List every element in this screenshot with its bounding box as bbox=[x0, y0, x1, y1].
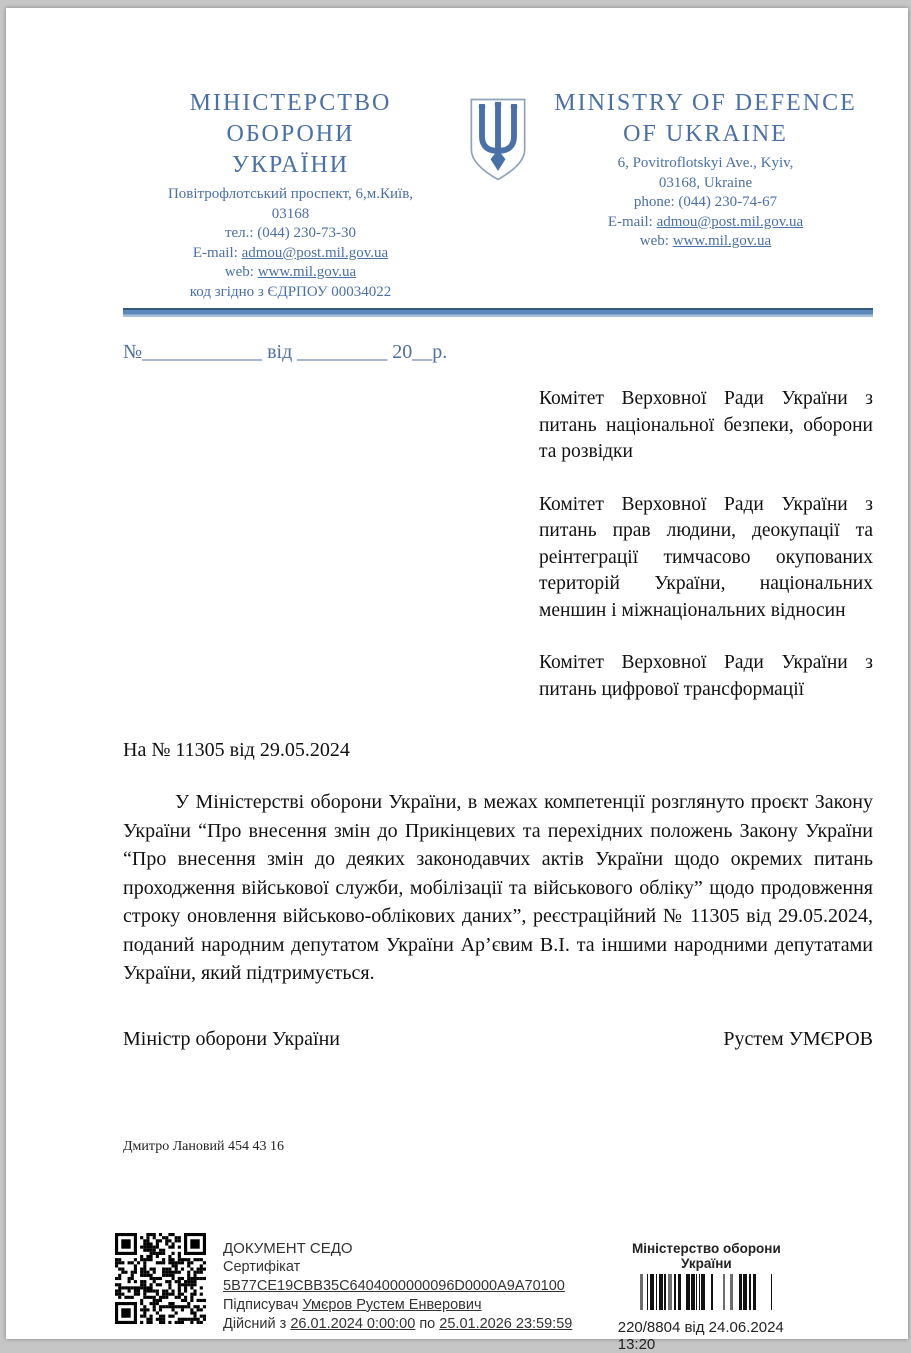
valid-from-value: 26.01.2024 0:00:00 bbox=[290, 1315, 416, 1332]
header-divider-rule bbox=[123, 308, 873, 317]
digital-signature-area bbox=[115, 1233, 873, 1353]
address-line: 6, Povitroflotskyi Ave., Kyiv, bbox=[617, 155, 794, 171]
signer-label: Підписувач bbox=[223, 1296, 303, 1313]
stamp-registration-number: 220/8804 від 24.06.2024 13:20 bbox=[617, 1318, 784, 1353]
web-link[interactable]: www.mil.gov.ua bbox=[672, 233, 772, 249]
letter-page bbox=[6, 8, 908, 1353]
web-line bbox=[538, 232, 873, 252]
recipient-committee-human-rights: Комітет Верховної Ради України з питань прав людини, деокупації та реінтеграції тимчасово окупованих територій України, національних меншин і міжнаціональних відносин bbox=[539, 493, 873, 621]
ministry-title-en-line2: OF UKRAINE bbox=[623, 121, 788, 147]
web-line bbox=[123, 263, 458, 283]
recipient-committee-digital: Комітет Верховної Ради України з питань цифрової трансформації bbox=[539, 652, 873, 700]
phone-line: тел.: (044) 230-73-30 bbox=[224, 225, 357, 241]
email-label: E-mail: bbox=[192, 244, 242, 261]
validity-label: Дійсний з bbox=[223, 1315, 291, 1332]
ministry-title-uk-line1: МІНІСТЕРСТВО ОБОРОНИ bbox=[189, 90, 392, 147]
signer-line bbox=[223, 1296, 618, 1315]
postal-code: 03168 bbox=[271, 205, 310, 222]
certificate-label: Сертифікат bbox=[223, 1258, 301, 1275]
certificate-line bbox=[223, 1258, 618, 1296]
email-link[interactable]: admou@post.mil.gov.ua bbox=[656, 213, 804, 230]
ministry-address-en bbox=[538, 154, 873, 252]
web-link[interactable]: www.mil.gov.ua bbox=[257, 264, 357, 280]
ministry-title-uk-line2: УКРАЇНИ bbox=[231, 152, 350, 178]
sedo-signature-block bbox=[223, 1233, 618, 1334]
phone-line: phone: (044) 230-74-67 bbox=[633, 194, 778, 210]
signature-row bbox=[123, 1028, 873, 1051]
email-line bbox=[123, 244, 458, 264]
postal-code: 03168, Ukraine bbox=[658, 174, 753, 191]
barcode bbox=[640, 1274, 772, 1310]
web-label: web: bbox=[224, 264, 258, 280]
ministry-address-uk bbox=[123, 185, 458, 302]
email-line bbox=[538, 213, 873, 233]
signer-title: Міністр оборони України bbox=[123, 1027, 341, 1050]
address-line: Повітрофлотський проспект, 6,м.Київ, bbox=[167, 186, 414, 202]
email-label: E-mail: bbox=[607, 213, 657, 230]
recipients-block bbox=[123, 386, 873, 703]
signer-value: Умєров Рустем Енверович bbox=[302, 1296, 482, 1313]
web-label: web: bbox=[639, 233, 673, 249]
ministry-title-en-line1: MINISTRY OF DEFENCE bbox=[554, 90, 857, 116]
executor-contact-line: Дмитро Лановий 454 43 16 bbox=[123, 1138, 284, 1154]
signer-name: Рустем УМЄРОВ bbox=[723, 1027, 873, 1050]
validity-line bbox=[223, 1315, 618, 1334]
recipient-committee-security: Комітет Верховної Ради України з питань національної безпеки, оборони та розвідки bbox=[539, 388, 873, 462]
validity-mid-label: по bbox=[415, 1315, 440, 1332]
certificate-value: 5B77CE19CBB35C6404000000096D0000A9A70100 bbox=[223, 1277, 565, 1294]
edrpou-line: код згідно з ЄДРПОУ 00034022 bbox=[189, 283, 392, 300]
coat-of-arms-trident-icon bbox=[466, 96, 530, 184]
letterhead bbox=[123, 88, 873, 302]
email-link[interactable]: admou@post.mil.gov.ua bbox=[241, 244, 389, 261]
letter-body-paragraph: У Міністерстві оборони України, в межах компетенції розглянуто проєкт Закону України “Про внесення змін до Прикінцевих та перехідних положень Закону України “Про внесення змін до деяких законодавчих актів України щодо окремих питань проходження військової служби, мобілізації та військового обліку” щодо продовження строку оновлення військово-облікових даних”, реєстраційний № 11305 від 29.05.2024, поданий народним депутатом України Ар’євим В.І. та іншими народними депутатами України, який підтримується. bbox=[123, 791, 873, 984]
qr-code bbox=[115, 1233, 206, 1324]
emblem-box bbox=[458, 88, 538, 184]
registration-stamp-block bbox=[618, 1233, 795, 1353]
valid-to-value: 25.01.2026 23:59:59 bbox=[439, 1315, 573, 1332]
sedo-title: ДОКУМЕНТ СЕДО bbox=[223, 1239, 353, 1257]
letterhead-ukrainian bbox=[123, 88, 458, 302]
letterhead-english bbox=[538, 88, 873, 252]
stamp-organization: Міністерство оборони України bbox=[631, 1240, 781, 1271]
reference-line: На № 11305 від 29.05.2024 bbox=[123, 739, 350, 761]
document-number-blank-line: №____________ від _________ 20__р. bbox=[123, 341, 448, 363]
